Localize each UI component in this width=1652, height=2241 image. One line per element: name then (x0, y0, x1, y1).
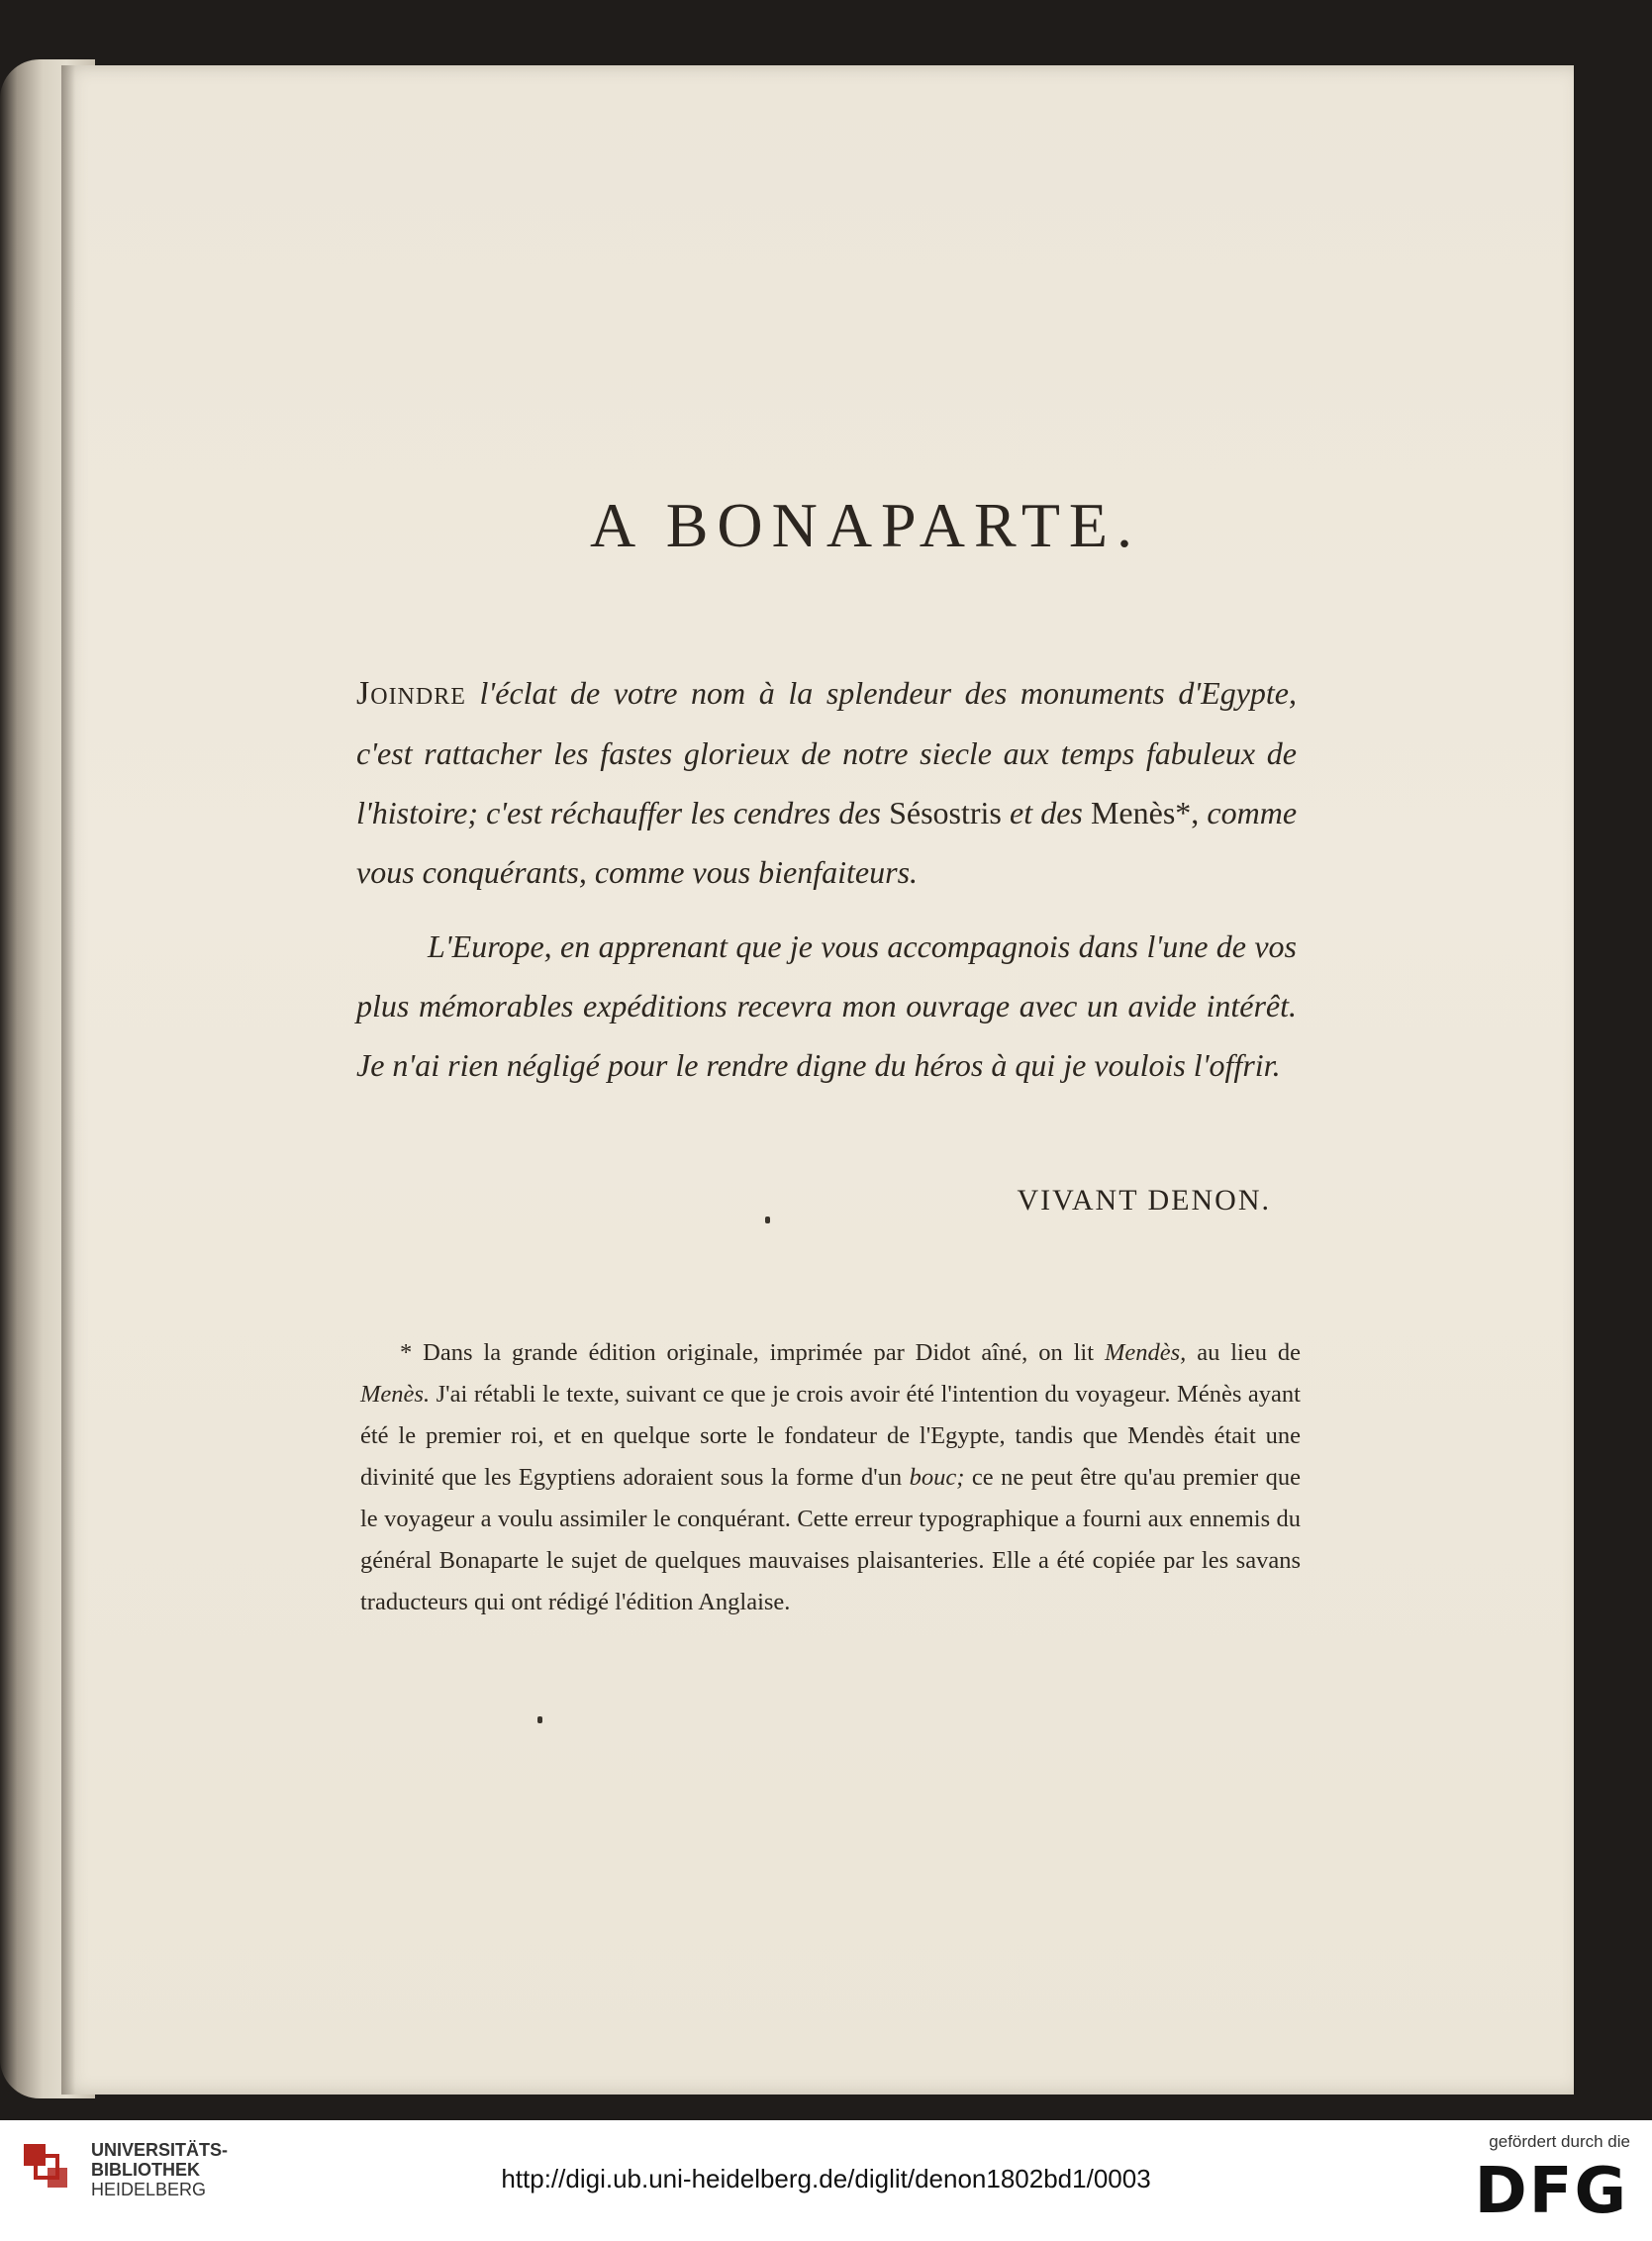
paper-speck (765, 1217, 770, 1223)
paper-speck (537, 1716, 542, 1723)
footnote-text-b: au lieu de (1186, 1339, 1301, 1366)
dedication-paragraph-2: L'Europe, en apprenant que je vous accompagnois dans l'une de vos plus mémorables expéditions recevra mon ouvrage avec un avide intérêt. Je n'ai rien négligé pour le rendre digne du héros à qui je voulois l'offrir. (356, 928, 1297, 1083)
footnote (360, 1332, 1301, 1623)
footnote-text-c: J'ai rétabli le texte, suivant ce que je crois avoir été l'intention du voyageur. Ménès ayant été le premier roi, et en quelque sorte le fondateur de l'Egypte, tandis que Mendès était une divinité que les Egyptiens adoraient sous la forme d'un (360, 1381, 1301, 1491)
library-name[interactable]: UNIVERSITÄTS- BIBLIOTHEK HEIDELBERG (91, 2140, 229, 2199)
footnote-mendes: Mendès, (1104, 1339, 1187, 1366)
lead-word: Joindre (356, 675, 466, 712)
paragraph-1-text-a: l'éclat de votre nom à la splendeur des monuments d'Egypte, c'est rattacher les fastes glorieux de notre siecle aux temps fabuleux de l'histoire; c'est réchauffer les cendres des (356, 675, 1297, 830)
name-sesostris: Sésostris (889, 795, 1002, 830)
paragraph-1-text-c: comme vous conquérants, comme vous bienfaiteurs. (356, 795, 1298, 890)
page-title: A BONAPARTE. (590, 490, 1141, 560)
page-gutter-shadow (61, 65, 75, 2095)
viewer-footer (0, 2120, 1652, 2241)
footnote-text-d: ce ne peut être qu'au premier que le voyageur a voulu assimiler le conquérant. Cette erreur typographique a fourni aux ennemis du général Bonaparte le sujet de quelques mauvaises plaisanteries. Elle a été copiée par les savans traducteurs qui ont rédigé l'édition Anglaise. (360, 1464, 1301, 1615)
dfg-logo[interactable]: DFG (1474, 2155, 1628, 2228)
signature: VIVANT DENON. (1017, 1184, 1271, 1217)
permalink-url[interactable]: http://digi.ub.uni-heidelberg.de/diglit/denon1802bd1/0003 (501, 2164, 1151, 2193)
name-menes: Menès*, (1090, 795, 1200, 830)
footnote-text-a: * Dans la grande édition originale, imprimée par Didot aîné, on lit (400, 1339, 1105, 1366)
paragraph-1-text-b: et des (1001, 795, 1091, 830)
footnote-bouc: bouc; (909, 1464, 965, 1491)
footnote-menes: Menès. (360, 1381, 431, 1408)
dedication-paragraph-1 (356, 663, 1297, 902)
funding-label: gefördert durch die (1489, 2132, 1630, 2151)
